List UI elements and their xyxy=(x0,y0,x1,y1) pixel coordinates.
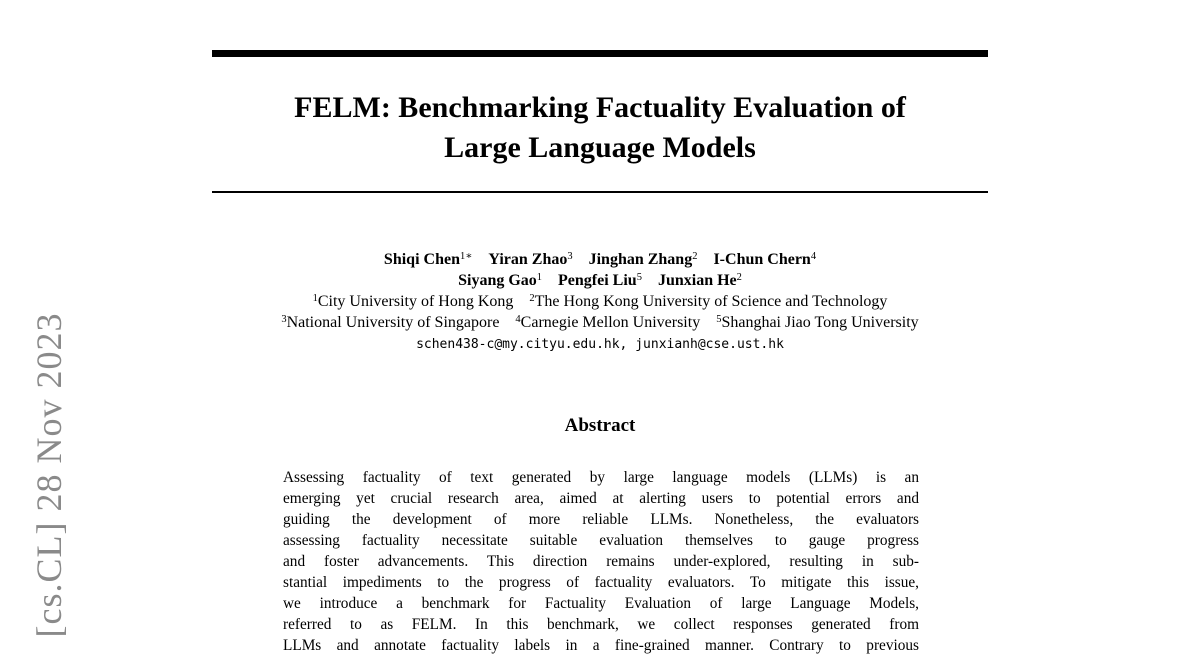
title-line: Large Language Models xyxy=(444,131,756,164)
title-line: FELM: Benchmarking Factuality Evaluation of xyxy=(294,91,906,124)
affiliation: $^2$The Hong Kong University of Science and Technology xyxy=(529,293,888,310)
author: Shiqi Chen$^{1∗}$ xyxy=(383,251,473,268)
affiliation-line xyxy=(150,291,1050,312)
author-line xyxy=(150,270,1050,291)
abstract-line: referred to as FELM. In this benchmark, we collect responses generated from xyxy=(283,616,919,633)
author: Siyang Gao$^1$ xyxy=(458,272,543,289)
abstract-line: emerging yet crucial research area, aimed at alerting users to potential errors and xyxy=(283,490,919,507)
abstract-heading: Abstract xyxy=(564,415,636,436)
title-bottom-rule xyxy=(212,191,988,193)
abstract-line: we introduce a benchmark for Factuality Evaluation of large Language Models, xyxy=(283,595,919,612)
paper-title xyxy=(212,88,988,168)
abstract-line: and foster advancements. This direction remains under-explored, resulting in sub- xyxy=(283,553,919,570)
abstract-body xyxy=(283,467,919,656)
author: Junxian He$^2$ xyxy=(657,272,742,289)
affiliation: $^4$Carnegie Mellon University xyxy=(515,314,701,331)
abstract-line: Assessing factuality of text generated by large language models (LLMs) is an xyxy=(283,469,919,486)
affiliation-line xyxy=(150,312,1050,333)
abstract-line: stantial impediments to the progress of factuality evaluators. To mitigate this issue, xyxy=(283,574,919,591)
author-block xyxy=(150,249,1050,355)
abstract-line: LLMs and annotate factuality labels in a fine-grained manner. Contrary to previous xyxy=(283,637,919,654)
author: Jinghan Zhang$^2$ xyxy=(588,251,698,268)
abstract-line: guiding the development of more reliable LLMs. Nonetheless, the evaluators xyxy=(283,511,919,528)
affiliation: $^3$National University of Singapore xyxy=(281,314,500,331)
author-line xyxy=(150,249,1050,270)
author: Yiran Zhao$^3$ xyxy=(488,251,573,268)
contact-email: schen438-c@my.cityu.edu.hk, junxianh@cse.ust.hk xyxy=(416,337,784,352)
title-top-rule xyxy=(212,50,988,57)
author: I-Chun Chern$^4$ xyxy=(713,251,817,268)
abstract-line: assessing factuality necessitate suitable evaluation themselves to gauge progress xyxy=(283,532,919,549)
affiliation: $^5$Shanghai Jiao Tong University xyxy=(716,314,919,331)
author: Pengfei Liu$^5$ xyxy=(558,272,642,289)
affiliation: $^1$City University of Hong Kong xyxy=(312,293,514,310)
arxiv-stamp: [cs.CL] 28 Nov 2023 xyxy=(29,312,69,638)
